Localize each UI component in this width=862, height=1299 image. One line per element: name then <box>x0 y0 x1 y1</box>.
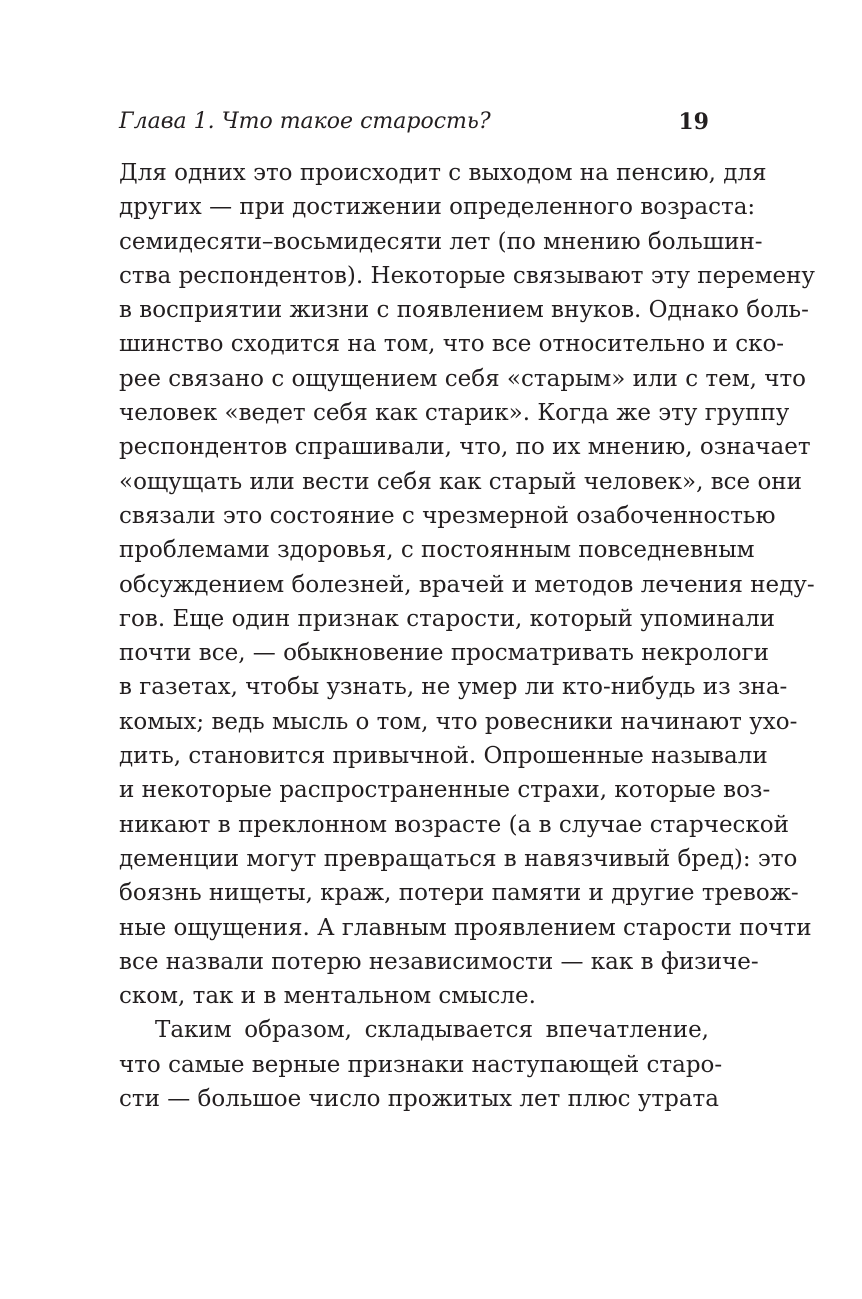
text-line: обсуждением болезней, врачей и методов лечения неду- <box>119 571 815 598</box>
page-header <box>119 107 709 141</box>
text-line: комых; ведь мысль о том, что ровесники начинают ухо- <box>119 708 798 735</box>
page-number: 19 <box>678 109 709 135</box>
text-line: ском, так и в ментальном смысле. <box>119 983 536 1010</box>
text-line: все назвали потерю независимости — как в физиче- <box>119 948 759 975</box>
text-line: что самые верные признаки наступающей старо- <box>119 1051 723 1078</box>
text-line: никают в преклонном возрасте (а в случае старческой <box>119 811 789 838</box>
body-text <box>119 156 815 1116</box>
text-line: семидесяти–восьмидесяти лет (по мнению большин- <box>119 228 763 255</box>
running-head: Глава 1. Что такое старость? <box>119 109 491 134</box>
text-line: рее связано с ощущением себя «старым» или с тем, что <box>119 365 807 392</box>
text-line: почти все, — обыкновение просматривать некрологи <box>119 640 769 667</box>
text-line: Таким образом, складывается впечатление, <box>155 1017 709 1044</box>
text-line: ные ощущения. А главным проявлением старости почти <box>119 914 812 941</box>
text-line: гов. Еще один признак старости, который упоминали <box>119 605 776 632</box>
text-line: других — при достижении определенного возраста: <box>119 194 756 221</box>
text-line: в газетах, чтобы узнать, не умер ли кто-нибудь из зна- <box>119 674 788 701</box>
text-line: боязнь нищеты, краж, потери памяти и другие тревож- <box>119 880 799 907</box>
text-line: и некоторые распространенные страхи, которые воз- <box>119 777 771 804</box>
text-line: шинство сходится на том, что все относительно и ско- <box>119 331 785 358</box>
text-line: «ощущать или вести себя как старый человек», все они <box>119 468 802 495</box>
text-line: дить, становится привычной. Опрошенные называли <box>119 743 768 770</box>
text-line: в восприятии жизни с появлением внуков. Однако боль- <box>119 297 809 324</box>
text-line: деменции могут превращаться в навязчивый бред): это <box>119 845 798 872</box>
text-line: Для одних это происходит с выходом на пенсию, для <box>119 160 767 186</box>
text-line: респондентов спрашивали, что, по их мнению, означает <box>119 434 811 461</box>
text-line: проблемами здоровья, с постоянным повседневным <box>119 537 755 564</box>
text-line: человек «ведет себя как старик». Когда же эту группу <box>119 400 790 427</box>
text-line: ства респондентов). Некоторые связывают эту перемену <box>119 262 815 289</box>
text-line: сти — большое число прожитых лет плюс утрата <box>119 1086 719 1113</box>
text-line: связали это состояние с чрезмерной озабоченностью <box>119 502 776 529</box>
